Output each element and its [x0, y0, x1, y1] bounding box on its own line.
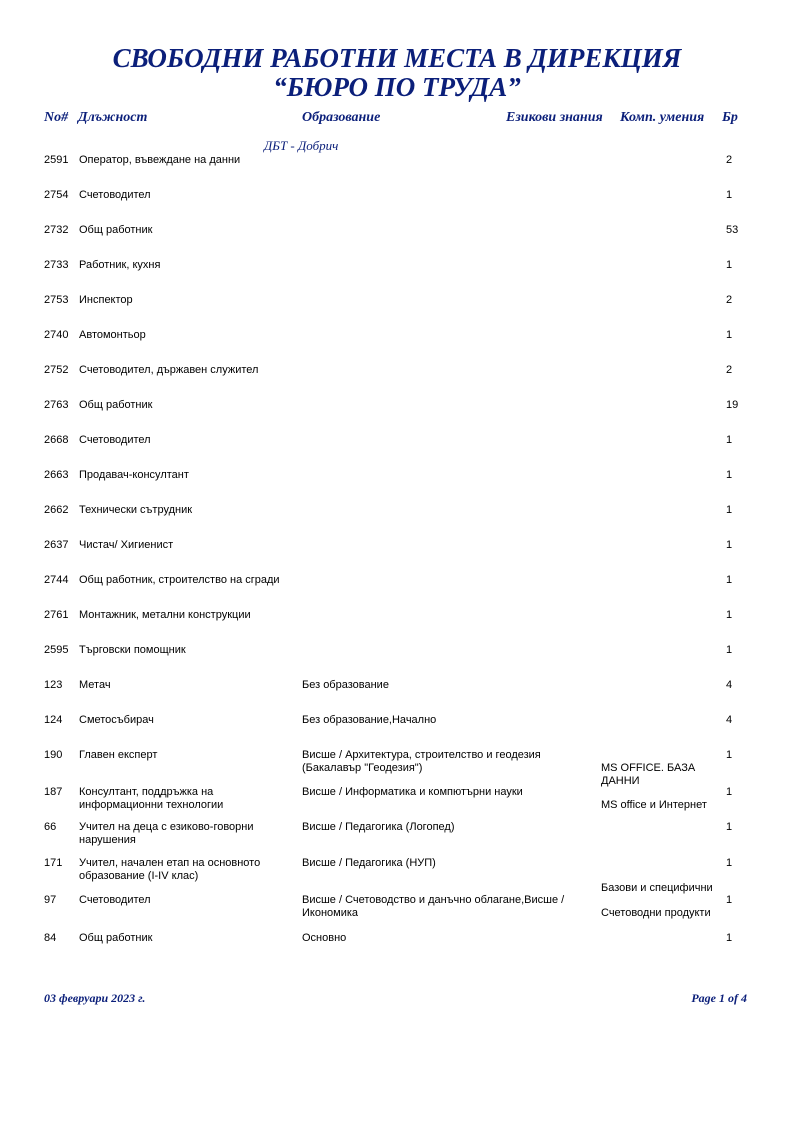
row-position: Счетоводител	[79, 434, 151, 446]
row-position: Счетоводител	[79, 189, 151, 201]
row-num: 2753	[44, 294, 69, 306]
row-position: Общ работник	[79, 399, 153, 411]
row-position: Общ работник, строителство на сгради	[79, 574, 280, 586]
row-position: Учител, начален етап на основното образование (I-IV клас)	[79, 857, 261, 882]
row-position: Счетоводител	[79, 894, 151, 906]
header-languages: Езикови знания	[506, 110, 603, 125]
row-count: 53	[726, 224, 739, 236]
row-position: Търговски помощник	[79, 644, 186, 656]
row-computer: Счетоводни продукти	[601, 907, 711, 919]
row-position: Чистач/ Хигиенист	[79, 539, 174, 551]
row-position: Оператор, въвеждане на данни	[79, 154, 241, 166]
row-education: Висше / Архитектура, строителство и геодезия (Бакалавър "Геодезия")	[302, 749, 541, 774]
row-education: Висше / Информатика и компютърни науки	[302, 786, 523, 798]
row-num: 2732	[44, 224, 69, 236]
row-count: 1	[726, 894, 733, 906]
row-num: 187	[44, 786, 63, 798]
row-num: 171	[44, 857, 63, 869]
row-count: 4	[726, 714, 733, 726]
row-count: 1	[726, 434, 733, 446]
row-position: Консултант, поддръжка на информационни технологии	[79, 786, 224, 811]
row-count: 1	[726, 821, 733, 833]
header-computer: Комп. умения	[620, 110, 705, 125]
row-position: Работник, кухня	[79, 259, 161, 271]
header-count: Бр	[722, 110, 738, 125]
row-education: Основно	[302, 932, 347, 944]
row-num: 2761	[44, 609, 69, 621]
row-num: 2754	[44, 189, 69, 201]
row-num: 97	[44, 894, 57, 906]
row-count: 1	[726, 469, 733, 481]
row-count: 1	[726, 189, 733, 201]
row-education: Без образование,Начално	[302, 714, 437, 726]
row-education: Без образование	[302, 679, 389, 691]
page-title-line-2: “БЮРО ПО ТРУДА”	[273, 72, 521, 102]
row-position: Продавач-консултант	[79, 469, 189, 481]
row-num: 2763	[44, 399, 69, 411]
row-count: 2	[726, 294, 733, 306]
header-num: No#	[44, 110, 69, 125]
row-computer: MS OFFICE. БАЗА ДАННИ	[601, 762, 696, 787]
header-position: Длъжност	[78, 110, 148, 125]
row-num: 124	[44, 714, 63, 726]
row-count: 1	[726, 329, 733, 341]
header-education: Образование	[302, 110, 381, 125]
row-num: 2733	[44, 259, 69, 271]
row-count: 2	[726, 154, 733, 166]
page-title-line-1: СВОБОДНИ РАБОТНИ МЕСТА В ДИРЕКЦИЯ	[112, 43, 682, 73]
row-num: 2591	[44, 154, 69, 166]
row-num: 123	[44, 679, 63, 691]
row-position: Сметосъбирач	[79, 714, 154, 726]
row-education: Висше / Педагогика (Логопед)	[302, 821, 455, 833]
row-num: 2740	[44, 329, 69, 341]
row-num: 2668	[44, 434, 69, 446]
row-num: 2637	[44, 539, 69, 551]
row-count: 2	[726, 364, 733, 376]
row-count: 1	[726, 504, 733, 516]
row-position: Общ работник	[79, 224, 153, 236]
row-position: Технически сътрудник	[79, 504, 193, 516]
row-count: 1	[726, 574, 733, 586]
row-education: Висше / Педагогика (НУП)	[302, 857, 436, 869]
footer-page: Page 1 of 4	[691, 991, 747, 1005]
row-num: 2663	[44, 469, 69, 481]
row-computer: MS office и Интернет	[601, 799, 707, 811]
row-num: 2752	[44, 364, 69, 376]
row-num: 66	[44, 821, 57, 833]
row-num: 190	[44, 749, 63, 761]
row-position: Метач	[79, 679, 111, 691]
row-position: Главен експерт	[79, 749, 158, 761]
row-num: 2595	[44, 644, 69, 656]
row-count: 1	[726, 749, 733, 761]
row-position: Учител на деца с езиково-говорни нарушения	[79, 821, 254, 846]
row-computer: Базови и специфични	[601, 882, 713, 894]
row-count: 1	[726, 539, 733, 551]
row-position: Монтажник, метални конструкции	[79, 609, 251, 621]
row-num: 84	[44, 932, 57, 944]
row-count: 1	[726, 857, 733, 869]
row-num: 2744	[44, 574, 69, 586]
row-position: Общ работник	[79, 932, 153, 944]
row-count: 1	[726, 644, 733, 656]
row-count: 1	[726, 932, 733, 944]
row-count: 1	[726, 259, 733, 271]
row-count: 19	[726, 399, 739, 411]
row-count: 4	[726, 679, 733, 691]
row-position: Счетоводител, държавен служител	[79, 364, 259, 376]
row-num: 2662	[44, 504, 69, 516]
group-label: ДБТ - Добрич	[264, 138, 339, 153]
footer-date: 03 февруари 2023 г.	[44, 991, 146, 1005]
row-count: 1	[726, 786, 733, 798]
row-education: Висше / Счетоводство и данъчно облагане,Висше / Икономика	[302, 894, 565, 919]
row-count: 1	[726, 609, 733, 621]
row-position: Инспектор	[79, 294, 133, 306]
row-position: Автомонтьор	[79, 329, 146, 341]
